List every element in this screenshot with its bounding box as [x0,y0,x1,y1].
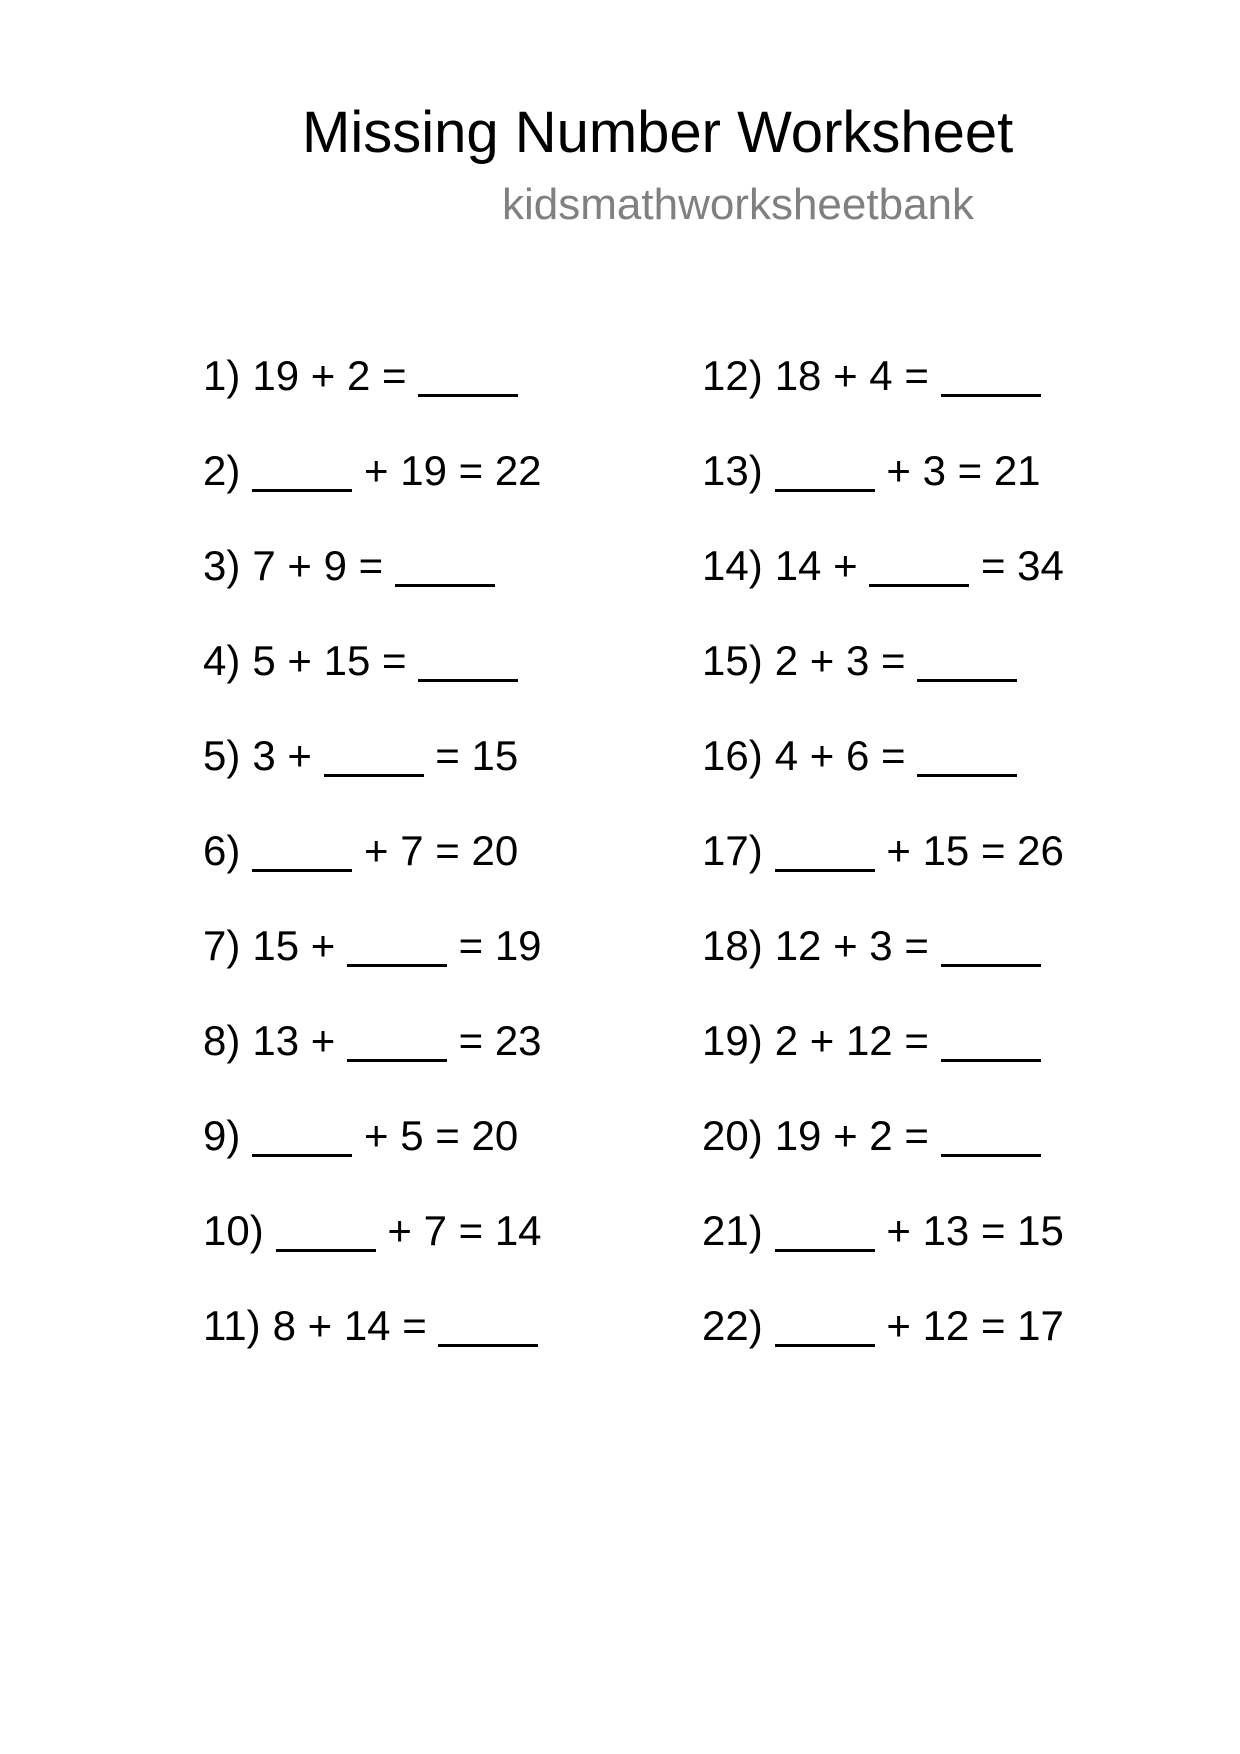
operator: + [287,637,312,684]
problem-row [702,732,1017,780]
operator: + [833,922,858,969]
answer-blank[interactable] [252,1124,352,1157]
result: 21 [993,447,1041,494]
problem-row [203,1302,538,1350]
operator: + [387,1207,412,1254]
problem-number: 21) [702,1207,763,1254]
operand-a: 18 [774,352,822,399]
problem-row [203,352,518,400]
answer-blank[interactable] [917,744,1017,777]
operator: + [364,827,389,874]
problem-number: 7) [203,922,241,969]
operator: + [809,732,835,779]
operator: + [833,542,858,589]
operator: + [287,732,312,779]
operand-a: 19 [252,352,300,399]
problem-row [203,732,518,780]
operator: + [833,352,858,399]
problem-number: 2) [203,447,241,494]
operator: + [886,1302,911,1349]
operand-a: 12 [774,922,822,969]
problem-number: 11) [203,1302,261,1349]
operand-b: 9 [323,542,347,589]
operator: + [886,447,911,494]
result: 15 [1017,1207,1064,1254]
equals-sign: = [458,922,484,969]
operator: + [310,1017,336,1064]
problem-row [203,447,542,495]
problem-number: 20) [702,1112,763,1159]
answer-blank[interactable] [941,934,1041,967]
operator: + [886,1207,911,1254]
operand-b: 12 [845,1017,893,1064]
problem-row [203,1207,542,1255]
problem-number: 6) [203,827,241,874]
problem-number: 3) [203,542,241,589]
worksheet-source: kidsmathworksheetbank [502,180,975,229]
answer-blank[interactable] [941,1029,1041,1062]
problem-row [203,1112,518,1160]
equals-sign: = [381,352,407,399]
problem-number: 1) [203,352,241,399]
operand-a: 8 [272,1302,296,1349]
problem-row [203,542,495,590]
problem-number: 5) [203,732,241,779]
problem-number: 4) [203,637,241,684]
problem-row [203,1017,542,1065]
answer-blank[interactable] [775,1219,875,1252]
answer-blank[interactable] [276,1219,376,1252]
result: 22 [494,447,542,494]
answer-blank[interactable] [347,1029,447,1062]
problem-row [702,1112,1041,1160]
answer-blank[interactable] [395,554,495,587]
operator: + [809,1017,835,1064]
result: 17 [1017,1302,1064,1349]
equals-sign: = [402,1302,427,1349]
equals-sign: = [980,827,1006,874]
problem-number: 12) [702,352,763,399]
operand-b: 2 [346,352,371,399]
operator: + [310,352,336,399]
problem-row [203,922,542,970]
equals-sign: = [957,447,983,494]
answer-blank[interactable] [917,649,1017,682]
operand-a: 4 [774,732,799,779]
operand-a: 3 [252,732,276,779]
answer-blank[interactable] [775,839,875,872]
answer-blank[interactable] [252,839,352,872]
operand-a: 5 [252,637,276,684]
problem-row [702,542,1064,590]
problem-number: 9) [203,1112,241,1159]
problem-number: 8) [203,1017,241,1064]
answer-blank[interactable] [347,934,447,967]
problem-number: 18) [702,922,763,969]
result: 19 [494,922,542,969]
operand-b: 7 [400,827,424,874]
equals-sign: = [980,1207,1006,1254]
operand-a: 19 [774,1112,822,1159]
problem-row [702,1302,1064,1350]
operand-a: 13 [252,1017,300,1064]
operand-a: 2 [774,637,799,684]
equals-sign: = [904,352,929,399]
problem-number: 16) [702,732,763,779]
problem-row [203,827,518,875]
operand-b: 15 [922,827,970,874]
problem-row [203,637,518,685]
problem-number: 10) [203,1207,264,1254]
equals-sign: = [904,1017,929,1064]
operand-b: 15 [323,637,371,684]
equals-sign: = [904,1112,929,1159]
operand-b: 3 [845,637,870,684]
equals-sign: = [980,542,1006,589]
equals-sign: = [880,732,906,779]
problem-number: 19) [702,1017,763,1064]
operator: + [364,1112,389,1159]
problem-row [702,637,1017,685]
problem-row [702,1017,1041,1065]
problem-number: 14) [702,542,763,589]
equals-sign: = [880,637,906,684]
result: 20 [471,1112,519,1159]
problem-number: 13) [702,447,763,494]
answer-blank[interactable] [775,459,875,492]
operand-b: 3 [869,922,893,969]
operand-b: 6 [845,732,870,779]
result: 26 [1017,827,1064,874]
problem-row [702,827,1064,875]
operand-a: 15 [252,922,300,969]
operand-a: 14 [774,542,822,589]
operand-b: 5 [400,1112,424,1159]
operator: + [833,1112,858,1159]
equals-sign: = [904,922,929,969]
equals-sign: = [435,1112,460,1159]
operand-b: 7 [423,1207,447,1254]
operator: + [310,922,336,969]
equals-sign: = [458,1207,484,1254]
operand-a: 2 [774,1017,799,1064]
equals-sign: = [980,1302,1006,1349]
answer-blank[interactable] [418,364,518,397]
result: 23 [494,1017,542,1064]
operand-b: 12 [922,1302,970,1349]
equals-sign: = [435,732,460,779]
problem-row [702,1207,1064,1255]
operator: + [886,827,911,874]
equals-sign: = [435,827,460,874]
problem-number: 17) [702,827,763,874]
problem-number: 22) [702,1302,763,1349]
problem-row [702,352,1041,400]
operator: + [307,1302,333,1349]
answer-blank[interactable] [438,1314,538,1347]
result: 14 [494,1207,542,1254]
operator: + [809,637,835,684]
worksheet-title: Missing Number Worksheet [302,100,1014,165]
equals-sign: = [458,447,484,494]
answer-blank[interactable] [324,744,424,777]
answer-blank[interactable] [941,1124,1041,1157]
problem-row [702,922,1041,970]
operator: + [287,542,312,589]
operand-b: 14 [343,1302,391,1349]
answer-blank[interactable] [869,554,969,587]
equals-sign: = [358,542,384,589]
result: 34 [1017,542,1064,589]
answer-blank[interactable] [941,364,1041,397]
problem-number: 15) [702,637,763,684]
operand-b: 3 [922,447,946,494]
result: 15 [471,732,519,779]
operand-a: 7 [252,542,276,589]
operand-b: 19 [400,447,447,494]
answer-blank[interactable] [775,1314,875,1347]
answer-blank[interactable] [418,649,518,682]
operand-b: 13 [922,1207,970,1254]
equals-sign: = [381,637,407,684]
operand-b: 2 [869,1112,893,1159]
equals-sign: = [458,1017,484,1064]
operator: + [364,447,389,494]
operand-b: 4 [869,352,893,399]
result: 20 [471,827,519,874]
problem-row [702,447,1041,495]
answer-blank[interactable] [252,459,352,492]
